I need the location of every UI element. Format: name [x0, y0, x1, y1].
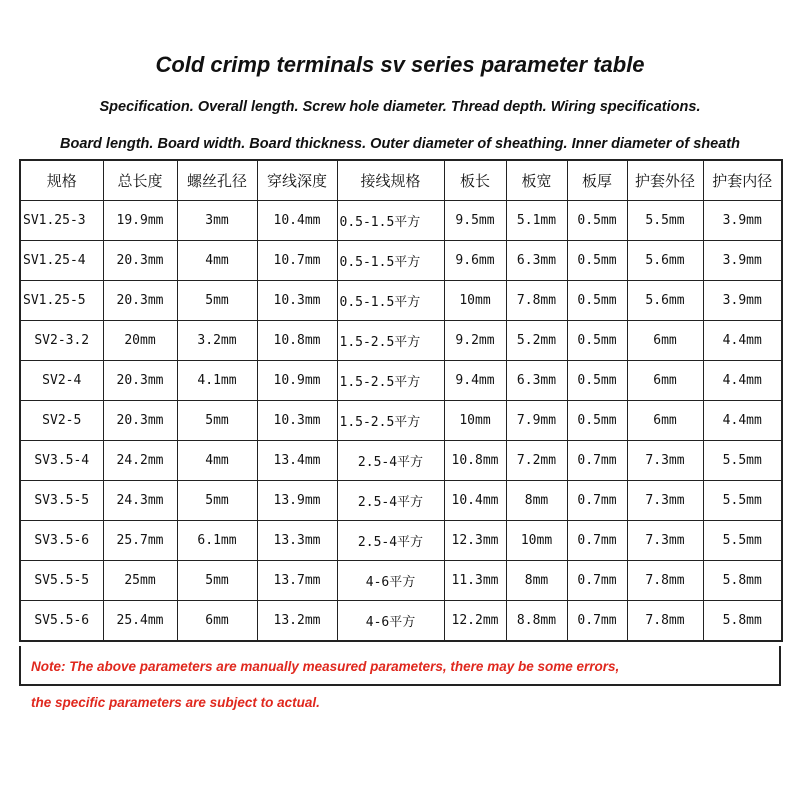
table-cell: 5.8mm: [703, 601, 782, 642]
table-cell: 7.3mm: [627, 521, 703, 561]
table-cell: 10.3mm: [257, 281, 337, 321]
table-cell: 12.3mm: [444, 521, 506, 561]
table-cell: SV1.25-4: [20, 241, 103, 281]
table-row: [20, 521, 782, 561]
table-body: [20, 201, 782, 642]
table-cell: 5.6mm: [627, 241, 703, 281]
table-cell: 0.7mm: [567, 521, 627, 561]
table-cell: 0.5-1.5平方: [337, 281, 444, 321]
table-cell: 1.5-2.5平方: [337, 321, 444, 361]
table-cell: 3.9mm: [703, 281, 782, 321]
table-cell: 5.5mm: [627, 201, 703, 241]
table-cell: 24.3mm: [103, 481, 177, 521]
table-cell: 6.1mm: [177, 521, 257, 561]
table-row: [20, 201, 782, 241]
table-cell: 3mm: [177, 201, 257, 241]
header-sheath-outer-diameter: 护套外径: [627, 160, 703, 201]
table-cell: 2.5-4平方: [337, 481, 444, 521]
table-cell: 7.9mm: [506, 401, 567, 441]
table-cell: 0.5-1.5平方: [337, 241, 444, 281]
table-cell: SV3.5-4: [20, 441, 103, 481]
table-cell: 19.9mm: [103, 201, 177, 241]
table-cell: 4-6平方: [337, 601, 444, 642]
table-cell: 25.7mm: [103, 521, 177, 561]
table-cell: 3.2mm: [177, 321, 257, 361]
table-row: [20, 441, 782, 481]
table-cell: 0.7mm: [567, 601, 627, 642]
table-cell: 6mm: [627, 321, 703, 361]
note-line-1: Note: The above parameters are manually measured parameters, there may be some errors,: [31, 659, 620, 674]
note-line-2: the specific parameters are subject to actual.: [31, 695, 320, 710]
table-cell: SV3.5-6: [20, 521, 103, 561]
table-cell: SV1.25-3: [20, 201, 103, 241]
table-cell: 20.3mm: [103, 401, 177, 441]
header-board-thickness: 板厚: [567, 160, 627, 201]
table-cell: 0.7mm: [567, 561, 627, 601]
table-cell: 20.3mm: [103, 361, 177, 401]
table-cell: 7.8mm: [627, 601, 703, 642]
table-cell: 2.5-4平方: [337, 441, 444, 481]
table-cell: 7.3mm: [627, 441, 703, 481]
table-cell: SV5.5-5: [20, 561, 103, 601]
table-cell: 10.4mm: [444, 481, 506, 521]
table-cell: 9.5mm: [444, 201, 506, 241]
table-row: [20, 321, 782, 361]
table-cell: 6mm: [627, 361, 703, 401]
table-cell: 6.3mm: [506, 361, 567, 401]
table-cell: 7.8mm: [627, 561, 703, 601]
table-cell: 5.8mm: [703, 561, 782, 601]
table-cell: 5mm: [177, 481, 257, 521]
table-cell: 10.3mm: [257, 401, 337, 441]
table-cell: SV2-5: [20, 401, 103, 441]
table-cell: 20mm: [103, 321, 177, 361]
table-cell: 4mm: [177, 241, 257, 281]
table-cell: 10mm: [506, 521, 567, 561]
table-cell: 13.2mm: [257, 601, 337, 642]
table-cell: 2.5-4平方: [337, 521, 444, 561]
table-cell: 4mm: [177, 441, 257, 481]
table-cell: 5.5mm: [703, 441, 782, 481]
parameter-table: [19, 159, 783, 642]
table-cell: 10.4mm: [257, 201, 337, 241]
table-cell: 5.6mm: [627, 281, 703, 321]
table-cell: 10.9mm: [257, 361, 337, 401]
header-board-length: 板长: [444, 160, 506, 201]
table-cell: 6mm: [627, 401, 703, 441]
table-cell: 5.2mm: [506, 321, 567, 361]
table-cell: 20.3mm: [103, 281, 177, 321]
table-cell: 13.3mm: [257, 521, 337, 561]
table-cell: 3.9mm: [703, 201, 782, 241]
table-cell: SV2-4: [20, 361, 103, 401]
header-overall-length: 总长度: [103, 160, 177, 201]
table-row: [20, 561, 782, 601]
table-cell: 0.5mm: [567, 321, 627, 361]
table-header-row: [20, 160, 782, 201]
header-screw-hole-diameter: 螺丝孔径: [177, 160, 257, 201]
table-cell: 10.8mm: [257, 321, 337, 361]
table-cell: 0.7mm: [567, 441, 627, 481]
table-cell: 20.3mm: [103, 241, 177, 281]
table-cell: 6.3mm: [506, 241, 567, 281]
table-cell: 13.7mm: [257, 561, 337, 601]
table-cell: 8mm: [506, 561, 567, 601]
header-spec: 规格: [20, 160, 103, 201]
table-cell: 1.5-2.5平方: [337, 401, 444, 441]
table-cell: 5.1mm: [506, 201, 567, 241]
table-cell: 0.5-1.5平方: [337, 201, 444, 241]
table-cell: 0.5mm: [567, 401, 627, 441]
table-cell: 0.5mm: [567, 361, 627, 401]
table-cell: 4.4mm: [703, 401, 782, 441]
subtitle-line-1: Specification. Overall length. Screw hole diameter. Thread depth. Wiring specifications.: [99, 99, 701, 115]
table-cell: 9.4mm: [444, 361, 506, 401]
table-cell: 7.8mm: [506, 281, 567, 321]
table-cell: 3.9mm: [703, 241, 782, 281]
table-cell: 8.8mm: [506, 601, 567, 642]
table-cell: 24.2mm: [103, 441, 177, 481]
table-cell: 4.1mm: [177, 361, 257, 401]
table-cell: 25mm: [103, 561, 177, 601]
table-cell: 7.2mm: [506, 441, 567, 481]
table-cell: 5mm: [177, 401, 257, 441]
table-row: [20, 401, 782, 441]
table-cell: 5.5mm: [703, 481, 782, 521]
table-cell: 7.3mm: [627, 481, 703, 521]
table-cell: SV3.5-5: [20, 481, 103, 521]
table-cell: 8mm: [506, 481, 567, 521]
table-cell: SV1.25-5: [20, 281, 103, 321]
table-cell: 4.4mm: [703, 321, 782, 361]
table-row: [20, 481, 782, 521]
table-cell: 25.4mm: [103, 601, 177, 642]
table-cell: 5mm: [177, 561, 257, 601]
table-cell: 0.5mm: [567, 201, 627, 241]
table-cell: 10mm: [444, 281, 506, 321]
page-title: Cold crimp terminals sv series parameter table: [155, 52, 645, 77]
table-cell: 1.5-2.5平方: [337, 361, 444, 401]
table-cell: 11.3mm: [444, 561, 506, 601]
table-cell: 0.5mm: [567, 241, 627, 281]
table-cell: SV5.5-6: [20, 601, 103, 642]
subtitle-line-2: Board length. Board width. Board thickness. Outer diameter of sheathing. Inner diameter of sheath: [60, 136, 740, 152]
table-cell: 0.7mm: [567, 481, 627, 521]
table-row: [20, 281, 782, 321]
table-row: [20, 601, 782, 642]
table-cell: 10mm: [444, 401, 506, 441]
table-cell: 4.4mm: [703, 361, 782, 401]
table-cell: SV2-3.2: [20, 321, 103, 361]
table-cell: 5.5mm: [703, 521, 782, 561]
header-sheath-inner-diameter: 护套内径: [703, 160, 782, 201]
header-wiring-spec: 接线规格: [337, 160, 444, 201]
table-cell: 9.2mm: [444, 321, 506, 361]
table-cell: 10.8mm: [444, 441, 506, 481]
table-row: [20, 241, 782, 281]
table-cell: 5mm: [177, 281, 257, 321]
table-cell: 12.2mm: [444, 601, 506, 642]
table-cell: 10.7mm: [257, 241, 337, 281]
table-cell: 13.9mm: [257, 481, 337, 521]
table-cell: 6mm: [177, 601, 257, 642]
table-row: [20, 361, 782, 401]
header-thread-depth: 穿线深度: [257, 160, 337, 201]
table-cell: 4-6平方: [337, 561, 444, 601]
header-board-width: 板宽: [506, 160, 567, 201]
table-cell: 13.4mm: [257, 441, 337, 481]
table-cell: 9.6mm: [444, 241, 506, 281]
table-cell: 0.5mm: [567, 281, 627, 321]
